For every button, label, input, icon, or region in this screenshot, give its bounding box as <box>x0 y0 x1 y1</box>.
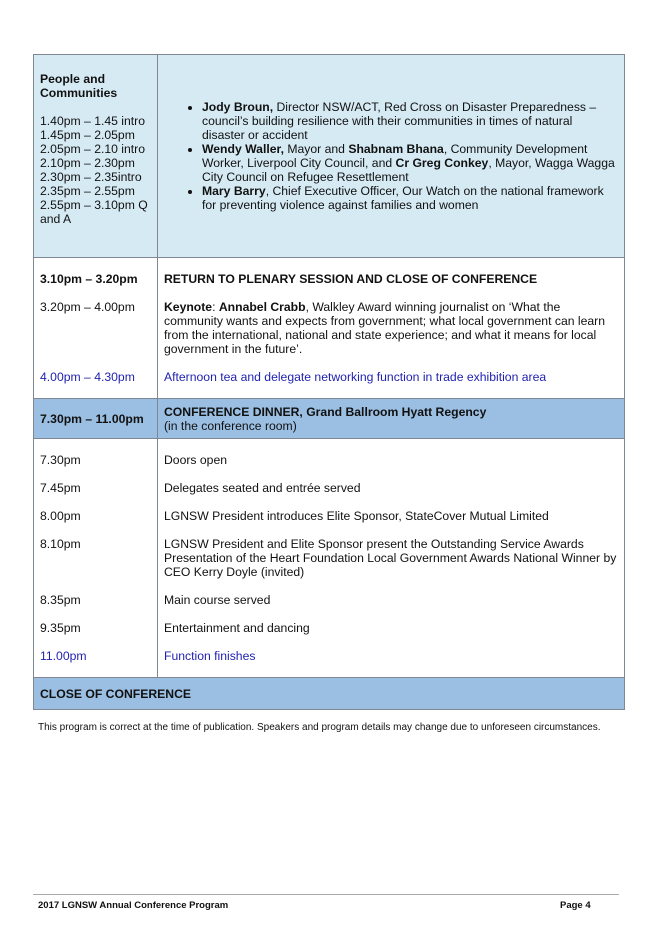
item-time: 8.00pm <box>40 509 81 523</box>
page-number: Page 4 <box>560 900 591 911</box>
speaker-name: Cr Greg Conkey <box>395 156 489 170</box>
session-time: 2.55pm – 3.10pm Q and A <box>40 198 148 226</box>
close-heading: CLOSE OF CONFERENCE <box>40 686 191 701</box>
speaker-list <box>164 100 618 212</box>
item-time: 8.35pm <box>40 593 81 607</box>
item-time: 9.35pm <box>40 621 81 635</box>
session-time: 1.45pm – 2.05pm <box>40 128 135 142</box>
plenary-heading: RETURN TO PLENARY SESSION AND CLOSE OF CONFERENCE <box>164 272 538 286</box>
item-text: LGNSW President introduces Elite Sponsor, StateCover Mutual Limited <box>164 509 549 523</box>
item-text: Main course served <box>164 593 271 607</box>
session-time: 2.30pm – 2.35intro <box>40 170 142 184</box>
people-communities-row <box>34 55 625 258</box>
item-text: LGNSW President and Elite Sponsor present the Outstanding Service Awards Presentation of the Heart Foundation Local Government Awards National Winner by CEO Kerry Doyle (invited) <box>164 537 617 579</box>
close-row <box>34 678 625 710</box>
speaker-name: Jody Broun, <box>202 100 274 114</box>
speaker-item: • Jody Broun, Director NSW/ACT, Red Cross on Disaster Preparedness – council’s building resilience with their communities in times of natural disaster or accident <box>202 100 618 142</box>
plenary-time: 3.10pm – 3.20pm <box>40 272 138 286</box>
dinner-time-cell <box>34 399 158 439</box>
plenary-details-cell <box>158 258 625 399</box>
dinner-time: 7.30pm – 11.00pm <box>40 411 144 426</box>
disclaimer-note: This program is correct at the time of publication. Speakers and program details may change due to unforeseen circumstances. <box>38 722 601 733</box>
footer-title: 2017 LGNSW Annual Conference Program <box>38 900 229 911</box>
dinner-subtitle: (in the conference room) <box>164 418 297 433</box>
session-times-cell <box>34 55 158 258</box>
speaker-name: Wendy Waller, <box>202 142 284 156</box>
dinner-schedule-times <box>34 439 158 678</box>
item-time: 11.00pm <box>40 649 87 663</box>
program-table <box>33 54 625 710</box>
item-text: Doors open <box>164 453 228 467</box>
item-text: Function finishes <box>164 649 256 663</box>
speaker-name: Mary Barry <box>202 184 266 198</box>
dinner-title-cell <box>158 399 625 439</box>
session-time: 2.05pm – 2.10 intro <box>40 142 146 156</box>
dinner-schedule-row <box>34 439 625 678</box>
session-title: People and Communities <box>40 72 118 100</box>
plenary-times-cell <box>34 258 158 399</box>
item-time: 8.10pm <box>40 537 81 551</box>
close-cell <box>34 678 625 710</box>
speaker-name: Shabnam Bhana <box>348 142 444 156</box>
plenary-row <box>34 258 625 399</box>
dinner-row <box>34 399 625 439</box>
keynote-text: Keynote: Annabel Crabb, Walkley Award winning journalist on ‘What the community wants and expects from government; what local government can learn from the international, national and state experience; and what it means for local government in the future’. <box>164 300 605 356</box>
item-text: Entertainment and dancing <box>164 621 310 635</box>
session-time: 1.40pm – 1.45 intro <box>40 114 146 128</box>
session-time: 2.35pm – 2.55pm <box>40 184 135 198</box>
afternoon-tea: Afternoon tea and delegate networking function in trade exhibition area <box>164 370 547 384</box>
dinner-title: CONFERENCE DINNER, Grand Ballroom Hyatt Regency <box>164 404 487 419</box>
keynote-speaker: Annabel Crabb <box>218 300 306 314</box>
item-time: 7.45pm <box>40 481 81 495</box>
tea-time: 4.00pm – 4.30pm <box>40 370 135 384</box>
footer-divider <box>33 894 619 895</box>
session-time: 2.10pm – 2.30pm <box>40 156 135 170</box>
speaker-item: • Wendy Waller, Mayor and Shabnam Bhana, Community Development Worker, Liverpool City Council, and Cr Greg Conkey, Mayor, Wagga Wagga City Council on Refugee Resettlement <box>202 142 618 184</box>
keynote-time: 3.20pm – 4.00pm <box>40 300 135 314</box>
speakers-cell <box>158 55 625 258</box>
item-text: Delegates seated and entrée served <box>164 481 361 495</box>
dinner-schedule-items <box>158 439 625 678</box>
speaker-item: • Mary Barry, Chief Executive Officer, Our Watch on the national framework for preventing violence against families and women <box>202 184 618 212</box>
item-time: 7.30pm <box>40 453 81 467</box>
